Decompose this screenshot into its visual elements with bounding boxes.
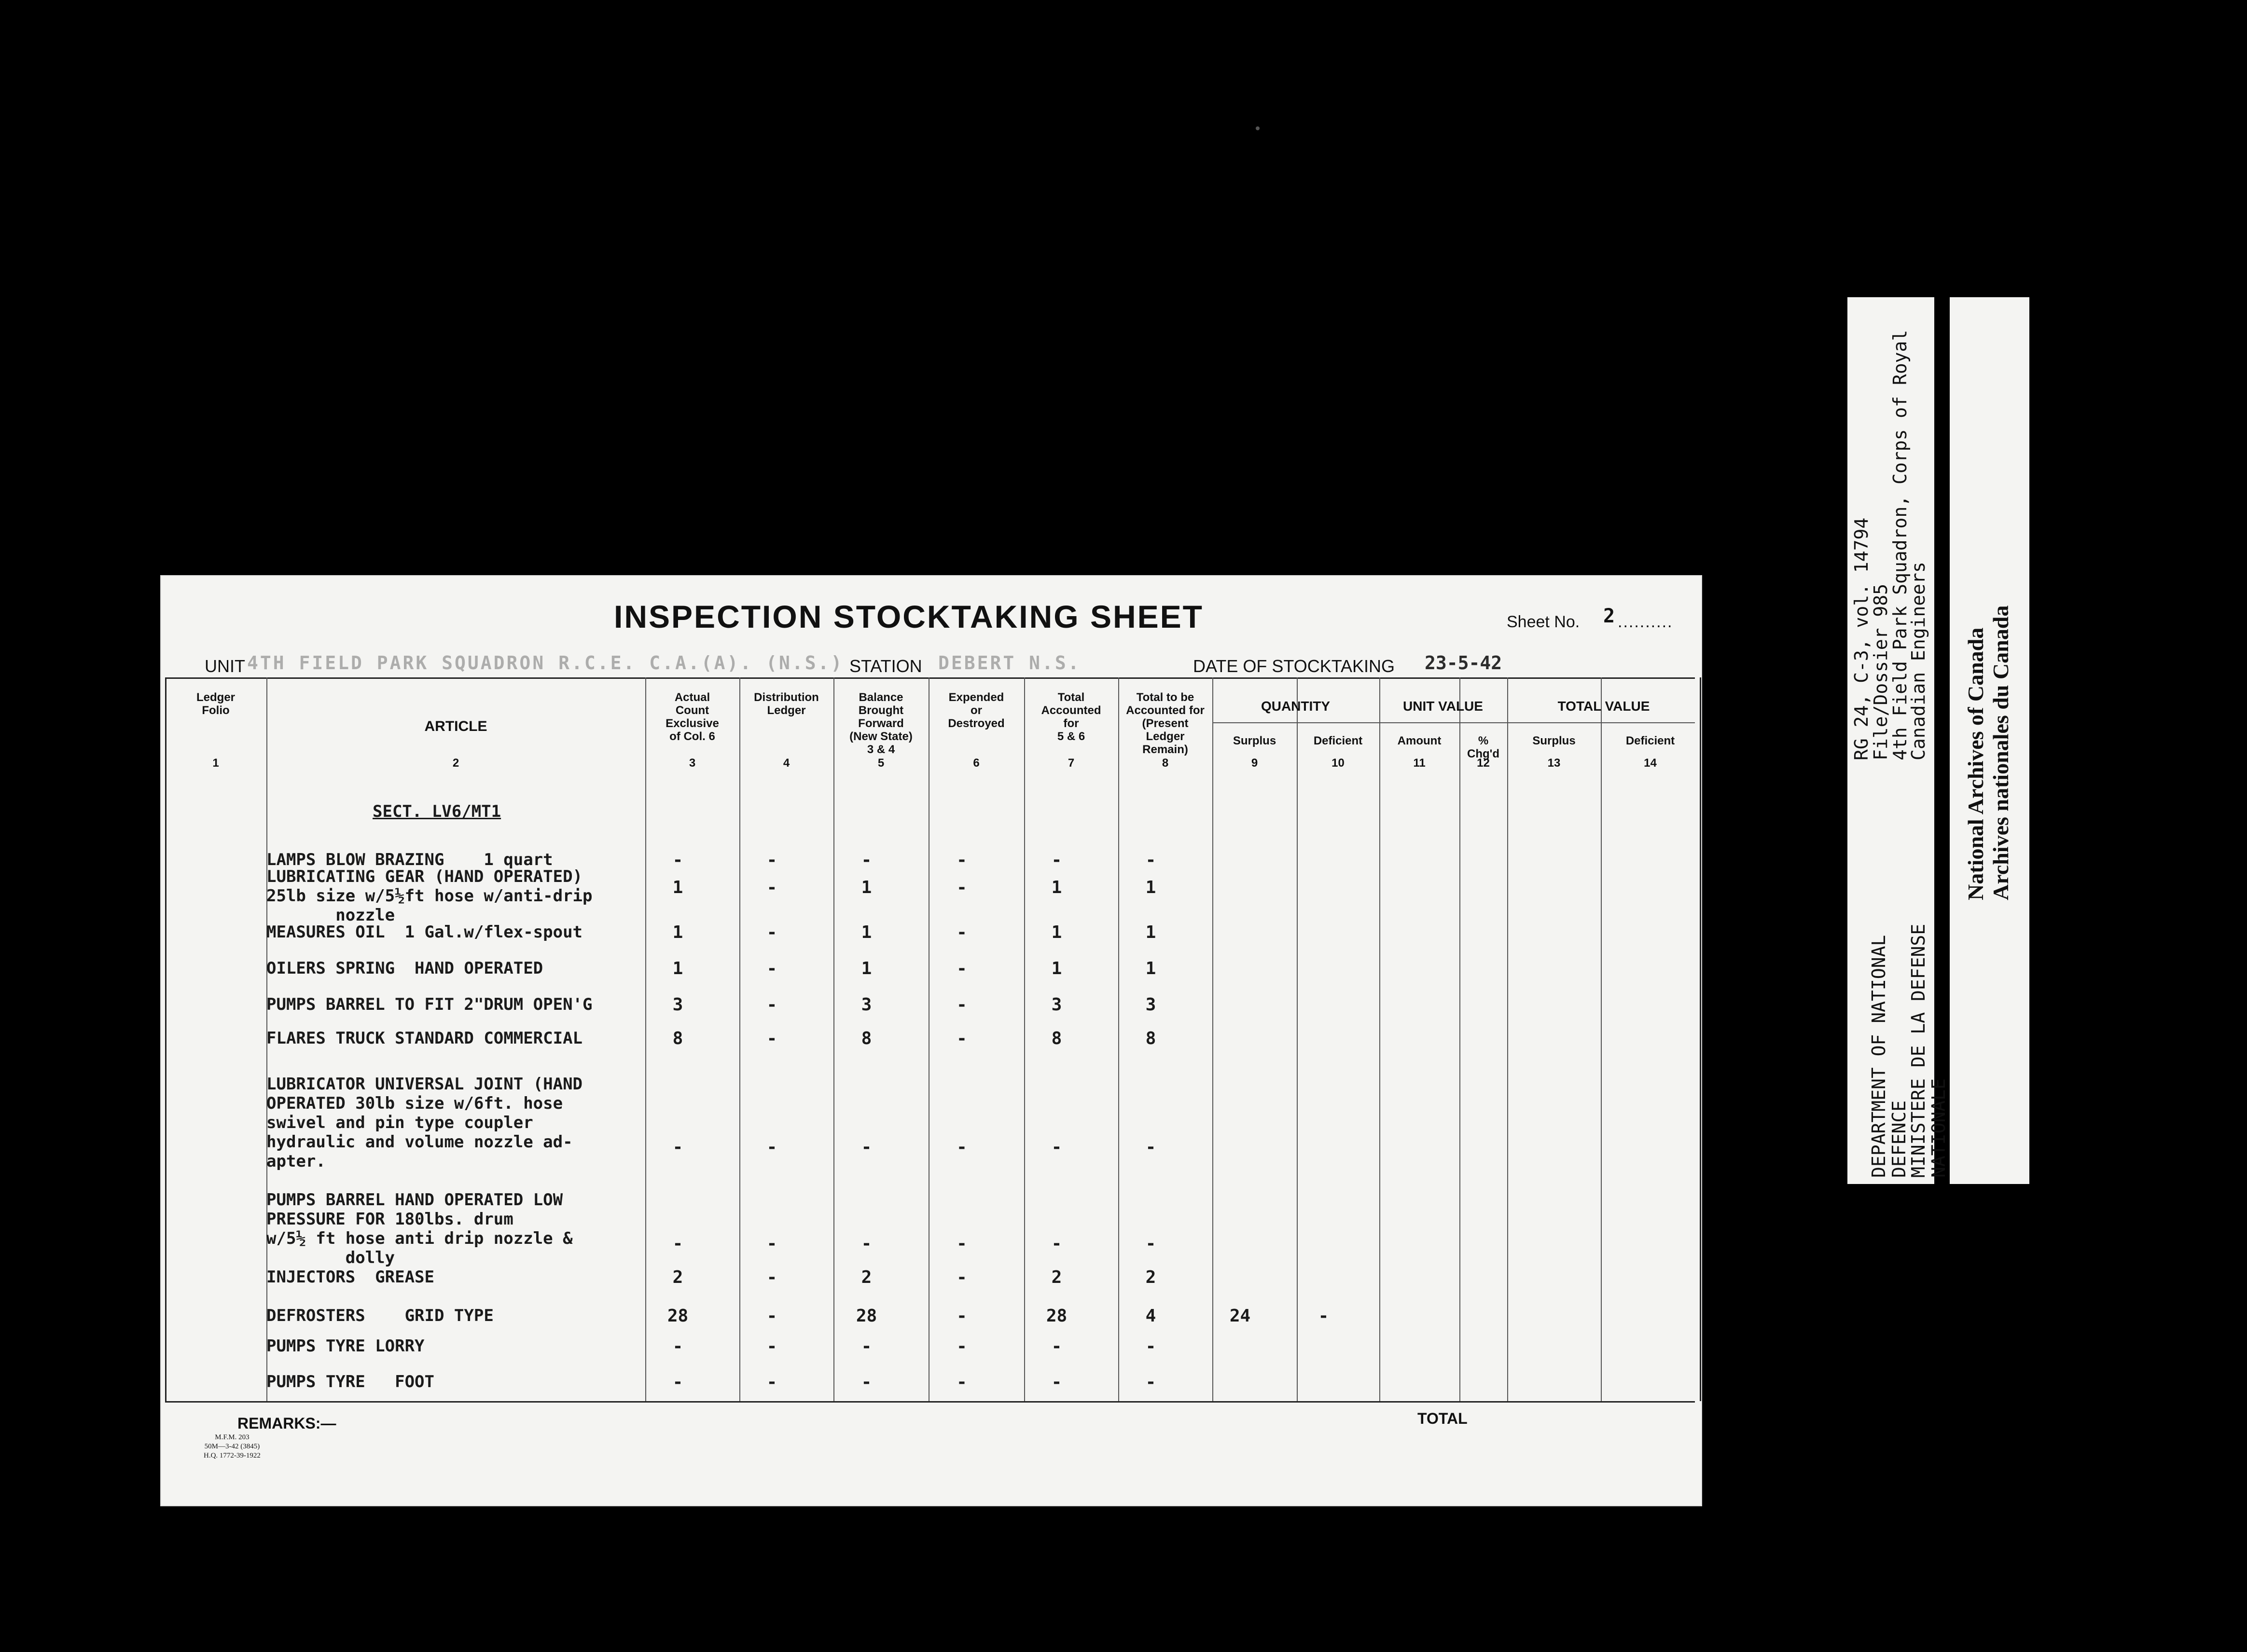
total-value-group-header: TOTAL VALUE: [1557, 699, 1650, 714]
cell-col-9: 24: [1229, 1306, 1251, 1326]
cell-col-3: 1: [672, 878, 683, 897]
sheet-no-dots: ..........: [1618, 613, 1673, 631]
cell-col-8: -: [1145, 850, 1156, 870]
col-header-1: Ledger Folio: [196, 691, 235, 717]
article-text: DEFROSTERS GRID TYPE: [266, 1306, 494, 1325]
section-code: SECT. LV6/MT1: [373, 802, 501, 821]
article-text: MEASURES OIL 1 Gal.w/flex-spout: [266, 922, 583, 942]
col-number-8: 8: [1162, 757, 1169, 770]
cell-col-5: 2: [861, 1267, 872, 1287]
col-header-5: Balance Brought Forward (New State) 3 & 4: [849, 691, 913, 756]
film-speck: [1256, 126, 1260, 130]
dept-fr: MINISTERE DE LA DEFENSE NATIONALE: [1908, 923, 1949, 1178]
col-header-12: % Chg'd: [1467, 734, 1500, 760]
cell-col-3: -: [672, 1234, 683, 1253]
column-divider: [1507, 677, 1508, 1401]
column-divider: [1024, 677, 1025, 1401]
column-divider: [1379, 677, 1380, 1401]
col-header-6: Expended or Destroyed: [948, 691, 1005, 730]
cell-col-3: 28: [667, 1306, 689, 1326]
cell-col-7: -: [1051, 1234, 1062, 1253]
col-number-5: 5: [877, 757, 885, 770]
cell-col-6: -: [957, 959, 967, 978]
cell-col-8: 3: [1145, 995, 1156, 1015]
cell-col-8: 2: [1145, 1267, 1156, 1287]
unit-value-group-header: UNIT VALUE: [1403, 699, 1483, 714]
col-number-7: 7: [1068, 757, 1075, 770]
col-number-3: 3: [689, 757, 696, 770]
group-header-line: [1212, 722, 1695, 723]
article-text: FLARES TRUCK STANDARD COMMERCIAL: [266, 1029, 583, 1048]
article-text: LUBRICATING GEAR (HAND OPERATED) 25lb size w/5½ft hose w/anti-drip nozzle: [266, 867, 593, 925]
column-divider: [1700, 677, 1701, 1401]
cell-col-7: 1: [1051, 922, 1062, 942]
cell-col-6: -: [957, 878, 967, 897]
col-header-3: Actual Count Exclusive of Col. 6: [666, 691, 719, 743]
col-header-9: Surplus: [1233, 734, 1276, 747]
cell-col-7: -: [1051, 1137, 1062, 1157]
nac-fr: Archives nationales du Canada: [1988, 605, 2013, 900]
total-label: TOTAL: [1417, 1410, 1468, 1427]
col-number-13: 13: [1547, 757, 1561, 770]
cell-col-3: 3: [672, 995, 683, 1015]
column-divider: [1297, 677, 1298, 1401]
form-title: INSPECTION STOCKTAKING SHEET: [614, 599, 1204, 634]
cell-col-3: 2: [672, 1267, 683, 1287]
col-number-10: 10: [1332, 757, 1345, 770]
col-number-9: 9: [1251, 757, 1258, 770]
cell-col-8: -: [1145, 1137, 1156, 1157]
cell-col-4: -: [766, 1029, 777, 1048]
article-text: PUMPS TYRE LORRY: [266, 1336, 425, 1356]
col-header-10: Deficient: [1313, 734, 1363, 747]
cell-col-5: -: [861, 850, 872, 870]
cell-col-8: -: [1145, 1336, 1156, 1356]
cell-col-4: -: [766, 1336, 777, 1356]
table-bottom-line: [165, 1401, 1695, 1403]
cell-col-7: 2: [1051, 1267, 1062, 1287]
unit-label: UNIT: [205, 656, 245, 676]
column-divider: [833, 677, 834, 1401]
cell-col-8: -: [1145, 1372, 1156, 1392]
cell-col-5: -: [861, 1137, 872, 1157]
cell-col-5: -: [861, 1234, 872, 1253]
article-text: LUBRICATOR UNIVERSAL JOINT (HAND OPERATED 30lb size w/6ft. hose swivel and pin type coupler hydraulic and volume nozzle ad- apter.: [266, 1074, 583, 1171]
meta-underline: [165, 677, 1695, 679]
column-divider: [1601, 677, 1602, 1401]
cell-col-3: 1: [672, 959, 683, 978]
remarks-label: REMARKS:—: [237, 1415, 336, 1432]
column-divider: [739, 677, 740, 1401]
cell-col-7: 8: [1051, 1029, 1062, 1048]
cell-col-5: 1: [861, 959, 872, 978]
cell-col-6: -: [957, 1137, 967, 1157]
date-value: 23-5-42: [1425, 652, 1502, 674]
cell-col-6: -: [957, 850, 967, 870]
cell-col-6: -: [957, 922, 967, 942]
cell-col-5: 1: [861, 878, 872, 897]
cell-col-5: 1: [861, 922, 872, 942]
sheet-no-value: 2: [1603, 605, 1615, 627]
cell-col-3: -: [672, 1372, 683, 1392]
cell-col-4: -: [766, 850, 777, 870]
cell-col-6: -: [957, 1372, 967, 1392]
cell-col-6: -: [957, 995, 967, 1015]
column-divider: [645, 677, 646, 1401]
col-header-8: Total to be Accounted for (Present Ledger Remain): [1126, 691, 1205, 756]
cell-col-7: 1: [1051, 878, 1062, 897]
station-label: STATION: [849, 656, 922, 676]
cell-col-6: -: [957, 1267, 967, 1287]
col-header-4: Distribution Ledger: [754, 691, 819, 717]
cell-col-5: 28: [856, 1306, 877, 1326]
col-number-6: 6: [973, 757, 980, 770]
cell-col-3: -: [672, 1336, 683, 1356]
cell-col-4: -: [766, 995, 777, 1015]
national-archives-label: [1950, 297, 2029, 1184]
cell-col-4: -: [766, 1234, 777, 1253]
col-header-11: Amount: [1397, 734, 1442, 747]
cell-col-4: -: [766, 1306, 777, 1326]
cell-col-5: -: [861, 1336, 872, 1356]
cell-col-4: -: [766, 878, 777, 897]
col-number-1: 1: [212, 757, 219, 770]
print-codes: M.F.M. 203 50M—3-42 (3845) H.Q. 1772-39-1922: [204, 1433, 261, 1459]
col-number-11: 11: [1413, 757, 1426, 770]
cell-col-3: -: [672, 850, 683, 870]
article-text: PUMPS BARREL TO FIT 2"DRUM OPEN'G: [266, 995, 593, 1014]
cell-col-7: 1: [1051, 959, 1062, 978]
archive-file: File/Dossier 985: [1870, 583, 1891, 760]
archive-ref: RG 24, C-3, vol. 14794: [1851, 517, 1872, 760]
col-number-2: 2: [452, 757, 459, 770]
quantity-group-header: QUANTITY: [1261, 699, 1331, 714]
col-number-14: 14: [1644, 757, 1657, 770]
cell-col-7: -: [1051, 850, 1062, 870]
col-number-4: 4: [783, 757, 790, 770]
cell-col-7: 3: [1051, 995, 1062, 1015]
cell-col-10: -: [1318, 1306, 1329, 1326]
column-divider: [1212, 677, 1213, 1401]
cell-col-5: -: [861, 1372, 872, 1392]
column-divider: [165, 677, 166, 1401]
nac-en: National Archives of Canada: [1963, 627, 1988, 900]
col-header-13: Surplus: [1532, 734, 1576, 747]
cell-col-3: -: [672, 1137, 683, 1157]
cell-col-8: 1: [1145, 878, 1156, 897]
cell-col-6: -: [957, 1029, 967, 1048]
cell-col-7: -: [1051, 1336, 1062, 1356]
stocktaking-sheet: [160, 575, 1702, 1506]
station-value: DEBERT N.S.: [938, 652, 1081, 674]
cell-col-5: 3: [861, 995, 872, 1015]
article-text: PUMPS TYRE FOOT: [266, 1372, 434, 1391]
cell-col-4: -: [766, 1267, 777, 1287]
cell-col-8: 8: [1145, 1029, 1156, 1048]
cell-col-8: 1: [1145, 922, 1156, 942]
archive-unit-desc-2: Canadian Engineers: [1908, 562, 1929, 760]
cell-col-3: 1: [672, 922, 683, 942]
unit-value: 4TH FIELD PARK SQUADRON R.C.E. C.A.(A). (N.S.): [247, 652, 844, 674]
cell-col-6: -: [957, 1234, 967, 1253]
cell-col-8: 4: [1145, 1306, 1156, 1326]
cell-col-6: -: [957, 1336, 967, 1356]
article-text: PUMPS BARREL HAND OPERATED LOW PRESSURE FOR 180lbs. drum w/5½ ft hose anti drip nozzle & dolly: [266, 1190, 573, 1267]
cell-col-4: -: [766, 959, 777, 978]
article-text: LAMPS BLOW BRAZING 1 quart: [266, 850, 553, 869]
dept-en: DEPARTMENT OF NATIONAL DEFENCE: [1868, 935, 1910, 1178]
cell-col-4: -: [766, 1137, 777, 1157]
col-header-2: ARTICLE: [424, 718, 487, 734]
cell-col-7: 28: [1046, 1306, 1068, 1326]
archive-reference-label: [1847, 297, 1949, 1184]
cell-col-5: 8: [861, 1029, 872, 1048]
cell-col-6: -: [957, 1306, 967, 1326]
cell-col-8: 1: [1145, 959, 1156, 978]
col-number-12: 12: [1477, 757, 1490, 770]
column-divider: [1118, 677, 1119, 1401]
col-header-14: Deficient: [1625, 734, 1675, 747]
cell-col-4: -: [766, 1372, 777, 1392]
col-header-7: Total Accounted for 5 & 6: [1041, 691, 1101, 743]
article-text: INJECTORS GREASE: [266, 1267, 434, 1287]
cell-col-4: -: [766, 922, 777, 942]
archive-unit-desc: 4th Field Park Squadron, Corps of Royal: [1889, 330, 1911, 760]
sheet-no-label: Sheet No.: [1507, 613, 1580, 631]
cell-col-8: -: [1145, 1234, 1156, 1253]
date-label: DATE OF STOCKTAKING: [1193, 656, 1395, 676]
article-text: OILERS SPRING HAND OPERATED: [266, 959, 543, 978]
cell-col-7: -: [1051, 1372, 1062, 1392]
cell-col-3: 8: [672, 1029, 683, 1048]
column-divider: [1459, 677, 1460, 1401]
